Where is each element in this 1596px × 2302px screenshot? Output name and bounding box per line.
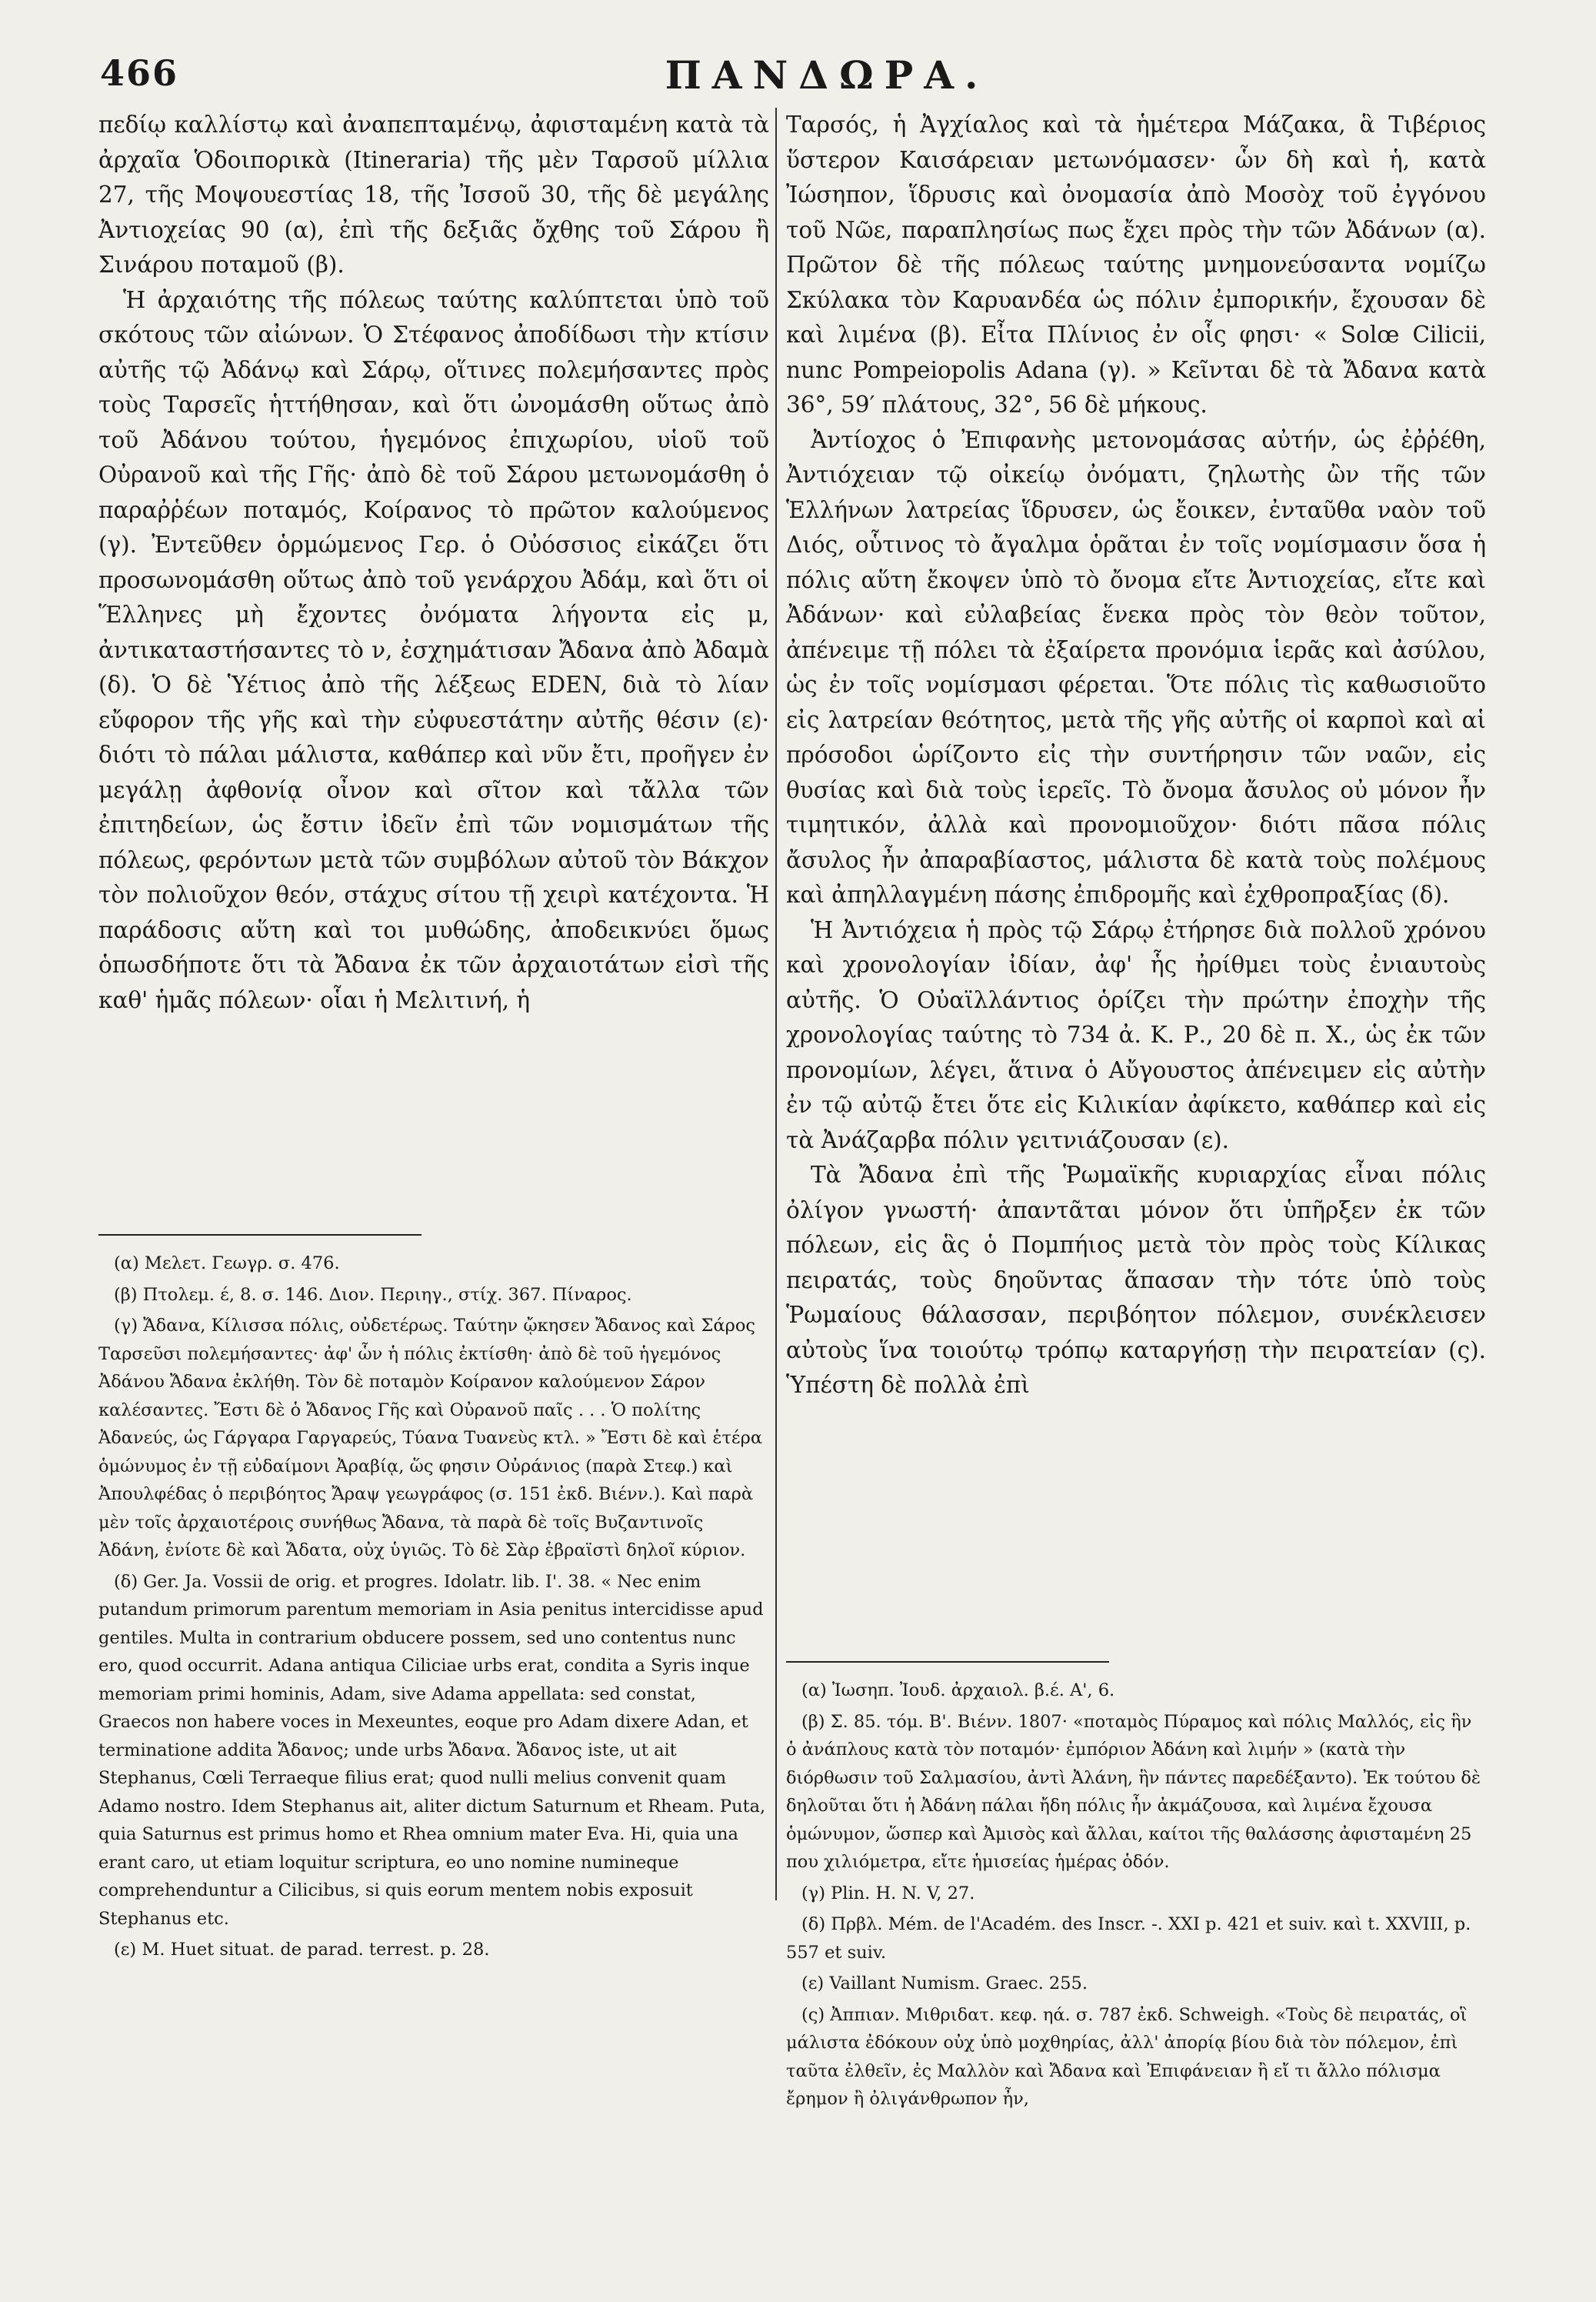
footnote: (α) Μελετ. Γεωγρ. σ. 476. [114,1253,340,1273]
left-paragraph: πεδίῳ καλλίστῳ καὶ ἀναπεπταμένῳ, ἀφισταμένη κατὰ τὰ ἀρχαῖα Ὁδοιπορικὰ (Itineraria) τῆς μὲν Ταρσοῦ μίλλια 27, τῆς Μοψουεστίας 18, τῆς Ἰσσοῦ 30, τῆς δὲ μεγάλης Ἀντιοχείας 90 (α), ἐπὶ τῆς δεξιᾶς ὄχθης τοῦ Σάρου ἢ Σινάρου ποταμοῦ (β). [98,112,769,278]
footnote: (α) Ἰωσηπ. Ἰουδ. ἀρχαιολ. β.έ. Α', 6. [801,1680,1115,1700]
footnote: (ε) M. Huet situat. de parad. terrest. p. 28. [114,1940,490,1960]
footnote-rule [786,1661,1109,1663]
right-paragraph: Τὰ Ἄδανα ἐπὶ τῆς Ῥωμαϊκῆς κυριαρχίας εἶναι πόλις ὀλίγον γνωστή· ἀπαντᾶται μόνον ὅτι ὑπῆρξεν ἐκ τῶν πόλεων, εἰς ἃς ὁ Πομπήιος μετὰ τὸν πρὸς τοὺς Κίλικας πειρατάς, τοὺς δηοῦντας ἅπασαν τὴν τότε ὑπὸ τοὺς Ῥωμαίους θάλασσαν, περιβόητον πόλεμον, συνέκλεισεν αὐτοὺς ἵνα τοιούτῳ τρόπῳ καταργήσῃ τὴν πειρατείαν (ς). Ὑπέστη δὲ πολλὰ ἐπὶ [786,1162,1486,1398]
right-paragraph: Ταρσός, ἡ Ἀγχίαλος καὶ τὰ ἡμέτερα Μάζακα, ἃ Τιβέριος ὕστερον Καισάρειαν μετωνόμασεν· ὧν δὴ καὶ ἡ, κατὰ Ἰώσηπον, ἵδρυσις καὶ ὀνομασία ἀπὸ Μοσὸχ τοῦ ἐγγόνου τοῦ Νῶε, παραπλησίως πως ἔχει πρὸς τὴν τῶν Ἀδάνων (α). Πρῶτον δὲ τῆς πόλεως ταύτης μνημονεύσαντα νομίζω Σκύλακα τὸν Καρυανδέα ὡς πόλιν ἐμπορικήν, ἔχουσαν δὲ καὶ λιμένα (β). Εἶτα Πλίνιος ἐν οἷς φησι· « Solœ Cilicii, nunc Pompeiopolis Adana (γ). » Κεῖνται δὲ τὰ Ἄδανα κατὰ 36°, 59′ πλάτους, 32°, 56 δὲ μήκους. [786,112,1486,418]
right-column-text [786,108,1486,1403]
footnote: (ε) Vaillant Numism. Graec. 255. [801,1973,1088,1993]
right-paragraph: Ἡ Ἀντιόχεια ἡ πρὸς τῷ Σάρῳ ἐτήρησε διὰ πολλοῦ χρόνου καὶ χρονολογίαν ἰδίαν, ἀφ' ἧς ἠρίθμει τοὺς ἐνιαυτοὺς αὐτῆς. Ὁ Οὐαϊλλάντιος ὁρίζει τὴν πρώτην ἐποχὴν τῆς χρονολογίας ταύτης τὸ 734 ἀ. Κ. Ρ., 20 δὲ π. Χ., ὡς ἐκ τῶν προνομίων, λέγει, ἅτινα ὁ Αὔγουστος ἀπένειμεν εἰς αὐτὴν ἐν τῷ αὐτῷ ἔτει ὅτε εἰς Κιλικίαν ἀφίκετο, καθάπερ καὶ εἰς τὰ Ἀνάζαρβα πόλιν γειτνιάζουσαν (ε). [786,916,1486,1153]
left-footnotes [98,1208,769,1967]
footnote: (β) Πτολεμ. έ, 8. σ. 146. Διον. Περιηγ., στίχ. 367. Πίναρος. [114,1284,632,1305]
footnote: (δ) Πρβλ. Mém. de l'Académ. des Inscr. -. XXI p. 421 et suiv. καὶ t. XXVIII, p. 557 et suiv. [786,1914,1471,1963]
left-column-text [98,108,769,1018]
page-header [100,46,1554,108]
footnote: (ς) Ἀππιαν. Μιθριδατ. κεφ. ηά. σ. 787 ἐκδ. Schweigh. «Τοὺς δὲ πειρατάς, οἳ μάλιστα ἐδόκουν οὐχ ὑπὸ μοχθηρίας, ἀλλ' ἀπορίᾳ βίου διὰ τὸν πόλεμον, ἐπὶ ταῦτα ἐλθεῖν, ἐς Μαλλὸν καὶ Ἄδανα καὶ Ἐπιφάνειαν ἢ εἴ τι ἄλλο πόλισμα ἔρημον ἢ ὀλιγάνθρωπον ἦν, [786,2004,1468,2109]
page-number: 466 [100,52,179,94]
column-divider [775,108,777,1900]
footnote-rule [98,1234,421,1236]
right-footnotes [786,1635,1486,2117]
right-paragraph: Ἀντίοχος ὁ Ἐπιφανὴς μετονομάσας αὐτήν, ὡς ἐῤῥέθη, Ἀντιόχειαν τῷ οἰκείῳ ὀνόματι, ζηλωτὴς ὢν τῆς τῶν Ἑλλήνων λατρείας ἵδρυσεν, ὡς ἔοικεν, ἐνταῦθα ναὸν τοῦ Διός, οὗτινος τὸ ἄγαλμα ὁρᾶται ἐν τοῖς νομίσμασιν ὅσα ἡ πόλις αὕτη ἔκοψεν ὑπὸ τὸ ὄνομα εἴτε Ἀντιοχείας, εἴτε καὶ Ἀδάνων· καὶ εὐλαβείας ἕνεκα πρὸς τὸν θεὸν τοῦτον, ἀπένειμε τῇ πόλει τὰ ἐξαίρετα προνόμια ἱερᾶς καὶ ἀσύλου, ὡς ἐν τοῖς νομίσμασι φέρεται. Ὅτε πόλις τὶς καθωσιοῦτο εἰς λατρείαν θεότητος, μετὰ τῆς γῆς αὐτῆς οἱ καρποὶ καὶ αἱ πρόσοδοι ὡρίζοντο εἰς τὴν συντήρησιν τῶν ναῶν, εἰς θυσίας καὶ διὰ τοὺς ἱερεῖς. Τὸ ὄνομα ἄσυλος οὐ μόνον ἦν τιμητικόν, ἀλλὰ καὶ προνομιοῦχον· διότι πᾶσα πόλις ἄσυλος ἦν ἀπαραβίαστος, μάλιστα δὲ κατὰ τοὺς πολέμους καὶ ἀπηλλαγμένη πάσης ἐπιδρομῆς καὶ ἐχθροπραξίας (δ). [786,426,1486,908]
footnote: (γ) Plin. H. N. V, 27. [801,1883,975,1903]
footnote: (β) Σ. 85. τόμ. Β'. Βιένν. 1807· «ποταμὸς Πύραμος καὶ πόλις Μαλλός, εἰς ἣν ὁ ἀνάπλους κατὰ τὸν ποταμόν· ἐμπόριον Ἀδάνη καὶ λιμήν » (κατὰ τὴν διόρθωσιν τοῦ Σαλμασίου, ἀντὶ Ἀλάνη, ἣν πάντες παρεδέξαντο). Ἐκ τούτου δὲ δηλοῦται ὅτι ἡ Ἀδάνη πάλαι ἤδη πόλις ἦν ἀκμάζουσα, καὶ λιμένα ἔχουσα ὁμώνυμον, ὥσπερ καὶ Ἀμισὸς καὶ ἄλλαι, καίτοι τῆς θαλάσσης ἀφισταμένη 25 που χιλιόμετρα, εἴτε ἡμισείας ἡμέρας ὁδόν. [786,1711,1481,1872]
footnote: (γ) Ἄδανα, Κίλισσα πόλις, οὐδετέρως. Ταύτην ᾤκησεν Ἄδανος καὶ Σάρος Ταρσεῦσι πολεμήσαντες· ἀφ' ὧν ἡ πόλις ἐκτίσθη· ἀπὸ δὲ τοῦ ἡγεμόνος Ἀδάνου Ἄδανα ἐκλήθη. Τὸν δὲ ποταμὸν Κοίρανον καλούμενον Σάρον καλέσαντες. Ἔστι δὲ ὁ Ἄδανος Γῆς καὶ Οὐρανοῦ παῖς . . . Ὁ πολίτης Ἀδανεύς, ὡς Γάργαρα Γαργαρεύς, Τύανα Τυανεὺς κτλ. » Ἔστι δὲ καὶ ἑτέρα ὁμώνυμος ἐν τῇ εὐδαίμονι Ἀραβίᾳ, ὥς φησιν Οὐράνιος (παρὰ Στεφ.) καὶ Ἀπουλφέδας ὁ περιβόητος Ἄραψ γεωγράφος (σ. 151 ἐκδ. Βιένν.). Καὶ παρὰ μὲν τοῖς ἀρχαιοτέροις συνήθως Ἄδανα, τὰ παρὰ δὲ τοῖς Βυζαντινοῖς Ἀδάνη, ἐνίοτε δὲ καὶ Ἄδατα, οὐχ ὑγιῶς. Τὸ δὲ Σὰρ ἑβραϊστὶ δηλοῖ κύριον. [98,1316,763,1560]
footnote: (δ) Ger. Ja. Vossii de orig. et progres. Idolatr. lib. I'. 38. « Nec enim putandum primorum parentum memoriam in Asia penitus intercidisse apud gentiles. Multa in contrarium obducere possem, sed uno contentus nunc ero, quod occurrit. Adana antiqua Ciliciae urbs erat, condita a Syris inque memoriam primi hominis, Adam, sive Adama appellata: sed constat, Graecos non habere voces in Mexeuntes, eoque pro Adam dixere Adan, et terminatione addita Ἄδανος; unde urbs Ἄδανα. Ἄδανος iste, ut ait Stephanus, Cœli Terraeque filius erat; quod nulli melius convenit quam Adamo nostro. Idem Stephanus ait, aliter dictum Saturnum et Rheam. Puta, quia Saturnus est primus homo et Rhea omnium mater Eva. Hi, quia una erant caro, ut etiam loquitur scriptura, eo uno nomine numineque comprehenduntur a Cilicibus, si quis eorum mentem nobis exposuit Stephanus etc. [98,1571,766,1929]
journal-title: ΠΑΝΔΩΡΑ. [665,52,989,98]
left-paragraph: Ἡ ἀρχαιότης τῆς πόλεως ταύτης καλύπτεται ὑπὸ τοῦ σκότους τῶν αἰώνων. Ὁ Στέφανος ἀποδίδωσι τὴν κτίσιν αὐτῆς τῷ Ἀδάνῳ καὶ Σάρῳ, οἵτινες πολεμήσαντες πρὸς τοὺς Ταρσεῖς ἡττήθησαν, καὶ ὅτι ὠνομάσθη οὕτως ἀπὸ τοῦ Ἀδάνου τούτου, ἡγεμόνος ἐπιχωρίου, υἱοῦ τοῦ Οὐρανοῦ καὶ τῆς Γῆς· ἀπὸ δὲ τοῦ Σάρου μετωνομάσθη ὁ παραῤῥέων ποταμός, Κοίρανος τὸ πρῶτον καλούμενος (γ). Ἐντεῦθεν ὁρμώμενος Γερ. ὁ Οὐόσσιος εἰκάζει ὅτι προσωνομάσθη οὕτως ἀπὸ τοῦ γενάρχου Ἀδάμ, καὶ ὅτι οἱ Ἕλληνες μὴ ἔχοντες ὀνόματα λήγοντα εἰς μ, ἀντικαταστήσαντες τὸ ν, ἐσχημάτισαν Ἄδανα ἀπὸ Ἀδαμὰ (δ). Ὁ δὲ Ὑέτιος ἀπὸ τῆς λέξεως EDEN, διὰ τὸ λίαν εὔφορον τῆς γῆς καὶ τὴν εὐφυεστάτην αὐτῆς θέσιν (ε)· διότι τὸ πάλαι μάλιστα, καθάπερ καὶ νῦν ἔτι, προῆγεν ἐν μεγάλῃ ἀφθονίᾳ οἶνον καὶ σῖτον καὶ τἄλλα τῶν ἐπιτηδείων, ὡς ἔστιν ἰδεῖν ἐπὶ τῶν νομισμάτων τῆς πόλεως, φερόντων μετὰ τῶν συμβόλων αὐτοῦ τὸν Βάκχον τὸν πολιοῦχον θεόν, στάχυς σίτου τῇ χειρὶ κατέχοντα. Ἡ παράδοσις αὕτη καὶ τοι μυθώδης, ἀποδεικνύει ὅμως ὁπωσδήποτε ὅτι τὰ Ἄδανα ἐκ τῶν ἀρχαιοτάτων εἰσὶ τῆς καθ' ἡμᾶς πόλεων· οἷαι ἡ Μελιτινή, ἡ [98,286,769,1013]
